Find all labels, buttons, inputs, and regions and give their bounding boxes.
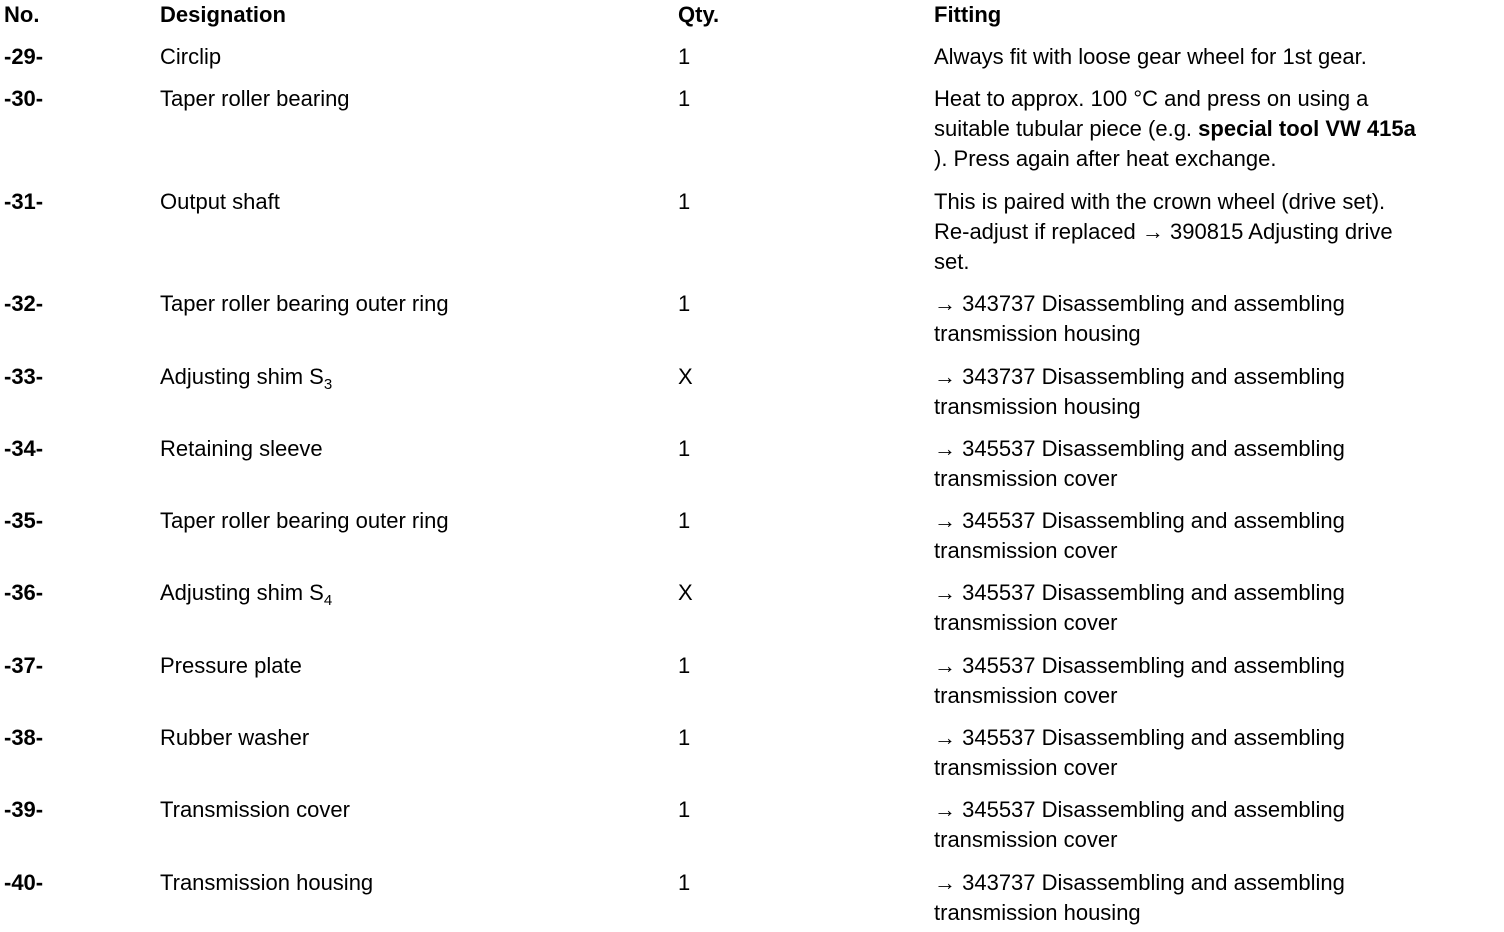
- part-qty: X: [678, 364, 693, 389]
- fitting-line: → 345537 Disassembling and assembling: [934, 653, 1345, 678]
- part-number: -35-: [4, 508, 44, 533]
- fitting-line: set.: [934, 249, 970, 274]
- part-designation: Transmission cover: [160, 797, 350, 822]
- part-qty: 1: [678, 291, 691, 316]
- part-fitting: [934, 434, 1500, 494]
- part-fitting: [934, 289, 1500, 349]
- designation-text: Adjusting shim S: [160, 580, 324, 605]
- fitting-line: transmission cover: [934, 683, 1118, 708]
- designation-text: Adjusting shim S: [160, 364, 324, 389]
- part-designation: Taper roller bearing: [160, 86, 350, 111]
- fitting-line: Re-adjust if replaced → 390815 Adjusting drive: [934, 219, 1393, 244]
- part-fitting: [934, 187, 1500, 277]
- part-designation: Taper roller bearing outer ring: [160, 291, 449, 316]
- part-designation: Pressure plate: [160, 653, 302, 678]
- part-fitting: [934, 84, 1500, 174]
- designation-subscript: 4: [323, 592, 333, 609]
- fitting-line: transmission cover: [934, 827, 1118, 852]
- part-qty: 1: [678, 508, 691, 533]
- part-fitting: [934, 578, 1500, 638]
- header-qty: Qty.: [678, 2, 720, 27]
- part-qty: 1: [678, 797, 691, 822]
- part-fitting: [934, 362, 1500, 422]
- part-designation: Transmission housing: [160, 870, 374, 895]
- part-fitting: [934, 868, 1500, 928]
- fitting-line: transmission cover: [934, 466, 1118, 491]
- header-fitting: Fitting: [934, 2, 1002, 27]
- part-number: -37-: [4, 653, 44, 678]
- part-fitting: [934, 651, 1500, 711]
- part-number: -30-: [4, 86, 44, 111]
- fitting-line: → 343737 Disassembling and assembling: [934, 364, 1345, 389]
- part-number: -38-: [4, 725, 44, 750]
- fitting-line: → 345537 Disassembling and assembling: [934, 725, 1345, 750]
- fitting-line: ). Press again after heat exchange.: [934, 146, 1277, 171]
- fitting-line: [934, 114, 1500, 144]
- part-number: -40-: [4, 870, 44, 895]
- part-designation: Retaining sleeve: [160, 436, 323, 461]
- fitting-text: suitable tubular piece (e.g.: [934, 116, 1199, 141]
- part-number: -34-: [4, 436, 44, 461]
- part-qty: 1: [678, 189, 691, 214]
- fitting-line: → 343737 Disassembling and assembling: [934, 291, 1345, 316]
- fitting-line: transmission cover: [934, 755, 1118, 780]
- fitting-line: → 345537 Disassembling and assembling: [934, 580, 1345, 605]
- part-qty: X: [678, 580, 693, 605]
- part-number: -39-: [4, 797, 44, 822]
- part-designation: Taper roller bearing outer ring: [160, 508, 449, 533]
- part-qty: 1: [678, 725, 691, 750]
- fitting-line: This is paired with the crown wheel (drive set).: [934, 189, 1386, 214]
- part-designation: Circlip: [160, 44, 222, 69]
- part-qty: 1: [678, 436, 691, 461]
- part-fitting: [934, 795, 1500, 855]
- fitting-line: Always fit with loose gear wheel for 1st gear.: [934, 44, 1367, 69]
- fitting-line: transmission housing: [934, 394, 1141, 419]
- part-number: -33-: [4, 364, 44, 389]
- part-fitting: [934, 506, 1500, 566]
- designation-subscript: 3: [323, 376, 333, 393]
- fitting-line: Heat to approx. 100 °C and press on using a: [934, 86, 1369, 111]
- part-number: -31-: [4, 189, 44, 214]
- special-tool-reference: special tool VW 415a: [1198, 116, 1416, 141]
- part-qty: 1: [678, 86, 691, 111]
- part-fitting: [934, 42, 1500, 72]
- part-designation: [160, 578, 332, 608]
- fitting-line: → 345537 Disassembling and assembling: [934, 508, 1345, 533]
- part-fitting: [934, 723, 1500, 783]
- part-qty: 1: [678, 653, 691, 678]
- part-number: -32-: [4, 291, 44, 316]
- fitting-line: transmission housing: [934, 900, 1141, 925]
- part-qty: 1: [678, 870, 691, 895]
- part-designation: Output shaft: [160, 189, 280, 214]
- part-designation: Rubber washer: [160, 725, 310, 750]
- header-no: No.: [4, 2, 40, 27]
- part-number: -36-: [4, 580, 44, 605]
- fitting-line: → 345537 Disassembling and assembling: [934, 436, 1345, 461]
- fitting-line: transmission cover: [934, 610, 1118, 635]
- part-number: -29-: [4, 44, 44, 69]
- fitting-line: → 343737 Disassembling and assembling: [934, 870, 1345, 895]
- part-designation: [160, 362, 332, 392]
- fitting-line: → 345537 Disassembling and assembling: [934, 797, 1345, 822]
- header-designation: Designation: [160, 2, 286, 27]
- part-qty: 1: [678, 44, 691, 69]
- fitting-line: transmission cover: [934, 538, 1118, 563]
- fitting-line: transmission housing: [934, 321, 1141, 346]
